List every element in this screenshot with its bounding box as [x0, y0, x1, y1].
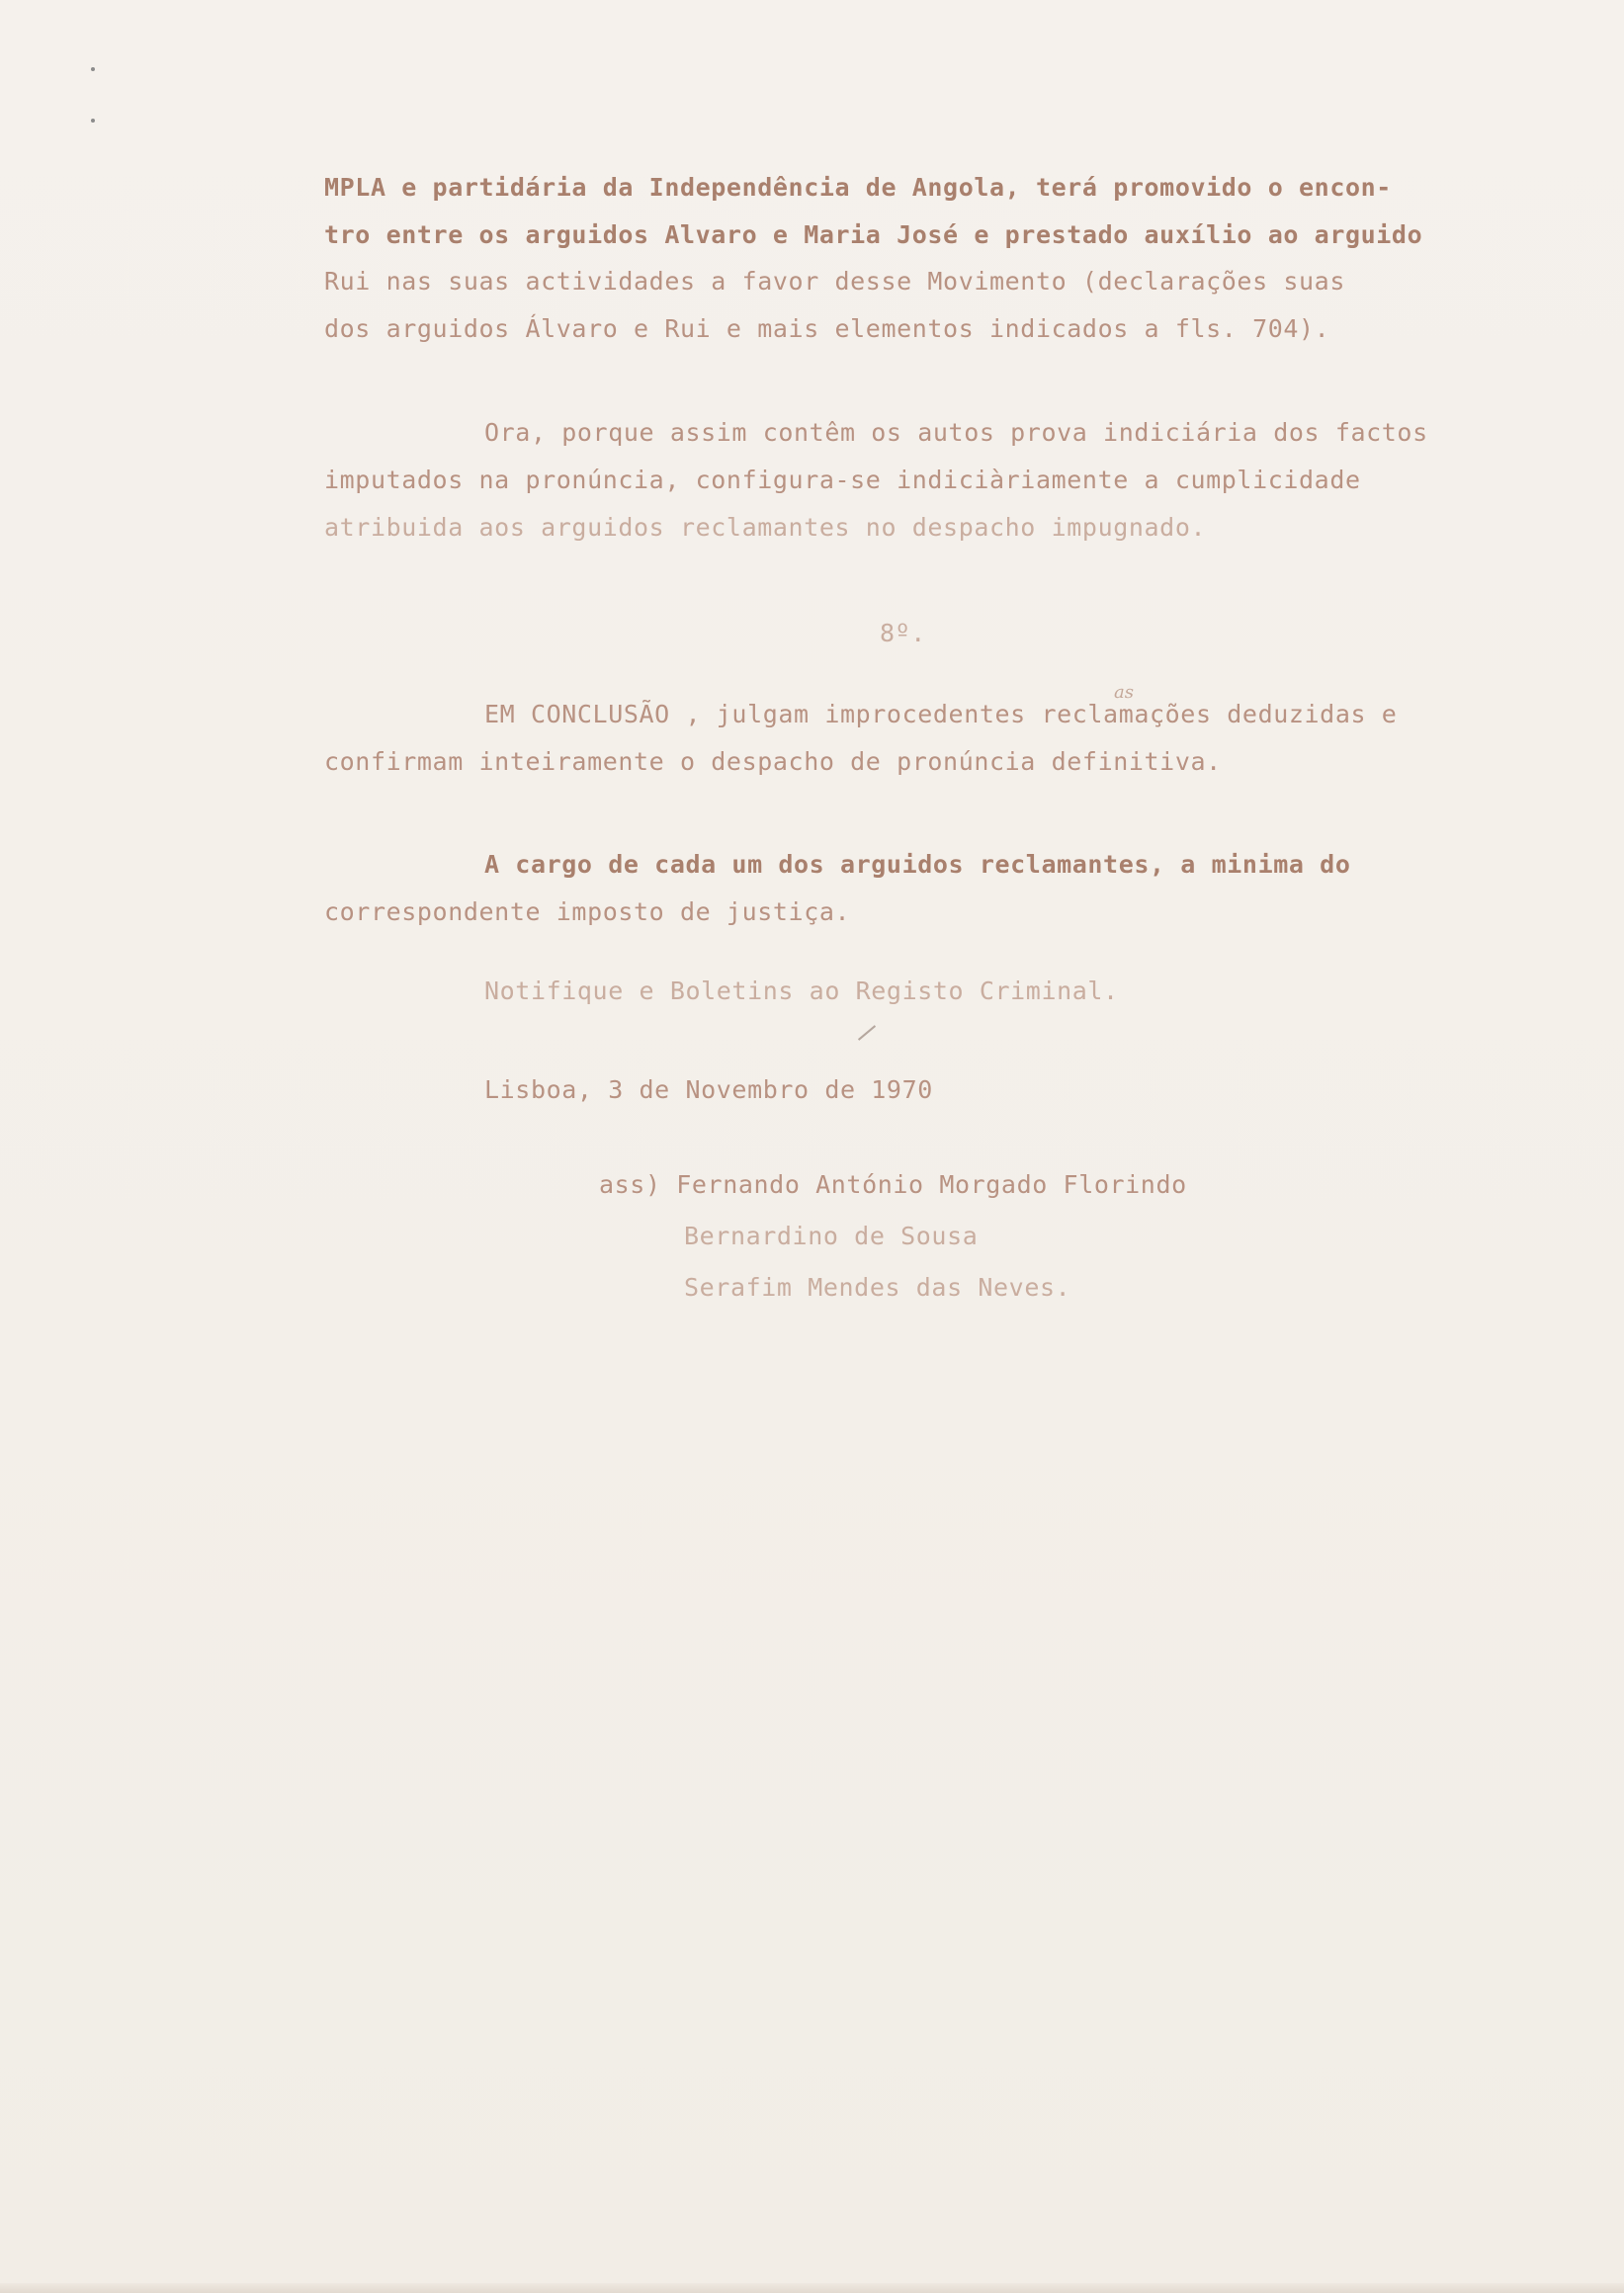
paragraph2-line-1: Ora, porque assim contêm os autos prova indiciária dos factos	[484, 418, 1428, 447]
place-date: Lisboa, 3 de Novembro de 1970	[484, 1075, 933, 1104]
paragraph4-line-1: A cargo de cada um dos arguidos reclamantes, a minima do	[484, 850, 1351, 879]
paragraph2-line-2: imputados na pronúncia, configura-se indiciàriamente a cumplicidade	[324, 466, 1361, 494]
paragraph1-line-4: dos arguidos Álvaro e Rui e mais elementos indicados a fls. 704).	[324, 314, 1330, 343]
signature-line-1: ass) Fernando António Morgado Florindo	[599, 1170, 1187, 1199]
signature-line-2: Bernardino de Sousa	[684, 1222, 979, 1250]
handwritten-insert: as	[1114, 682, 1134, 703]
paragraph1-line-2: tro entre os arguidos Alvaro e Maria José e prestado auxílio ao arguido	[324, 220, 1423, 249]
section-number: 8º.	[880, 619, 926, 647]
margin-speck	[91, 119, 95, 123]
signature-line-3: Serafim Mendes das Neves.	[684, 1273, 1071, 1302]
pen-mark	[858, 1025, 876, 1041]
paragraph2-line-3: atribuida aos arguidos reclamantes no despacho impugnado.	[324, 513, 1207, 542]
margin-speck	[91, 67, 95, 71]
paragraph1-line-1: MPLA e partidária da Independência de Angola, terá promovido o encon-	[324, 173, 1392, 202]
paragraph3-line-1: EM CONCLUSÃO , julgam improcedentes reclamações deduzidas e	[484, 700, 1398, 728]
paragraph4-line-2: correspondente imposto de justiça.	[324, 897, 851, 926]
paragraph3-line-2: confirmam inteiramente o despacho de pronúncia definitiva.	[324, 747, 1222, 776]
page-bottom-edge	[0, 2283, 1624, 2293]
paragraph1-line-3: Rui nas suas actividades a favor desse Movimento (declarações suas	[324, 267, 1345, 296]
notice-line: Notifique e Boletins ao Registo Criminal.	[484, 977, 1119, 1005]
